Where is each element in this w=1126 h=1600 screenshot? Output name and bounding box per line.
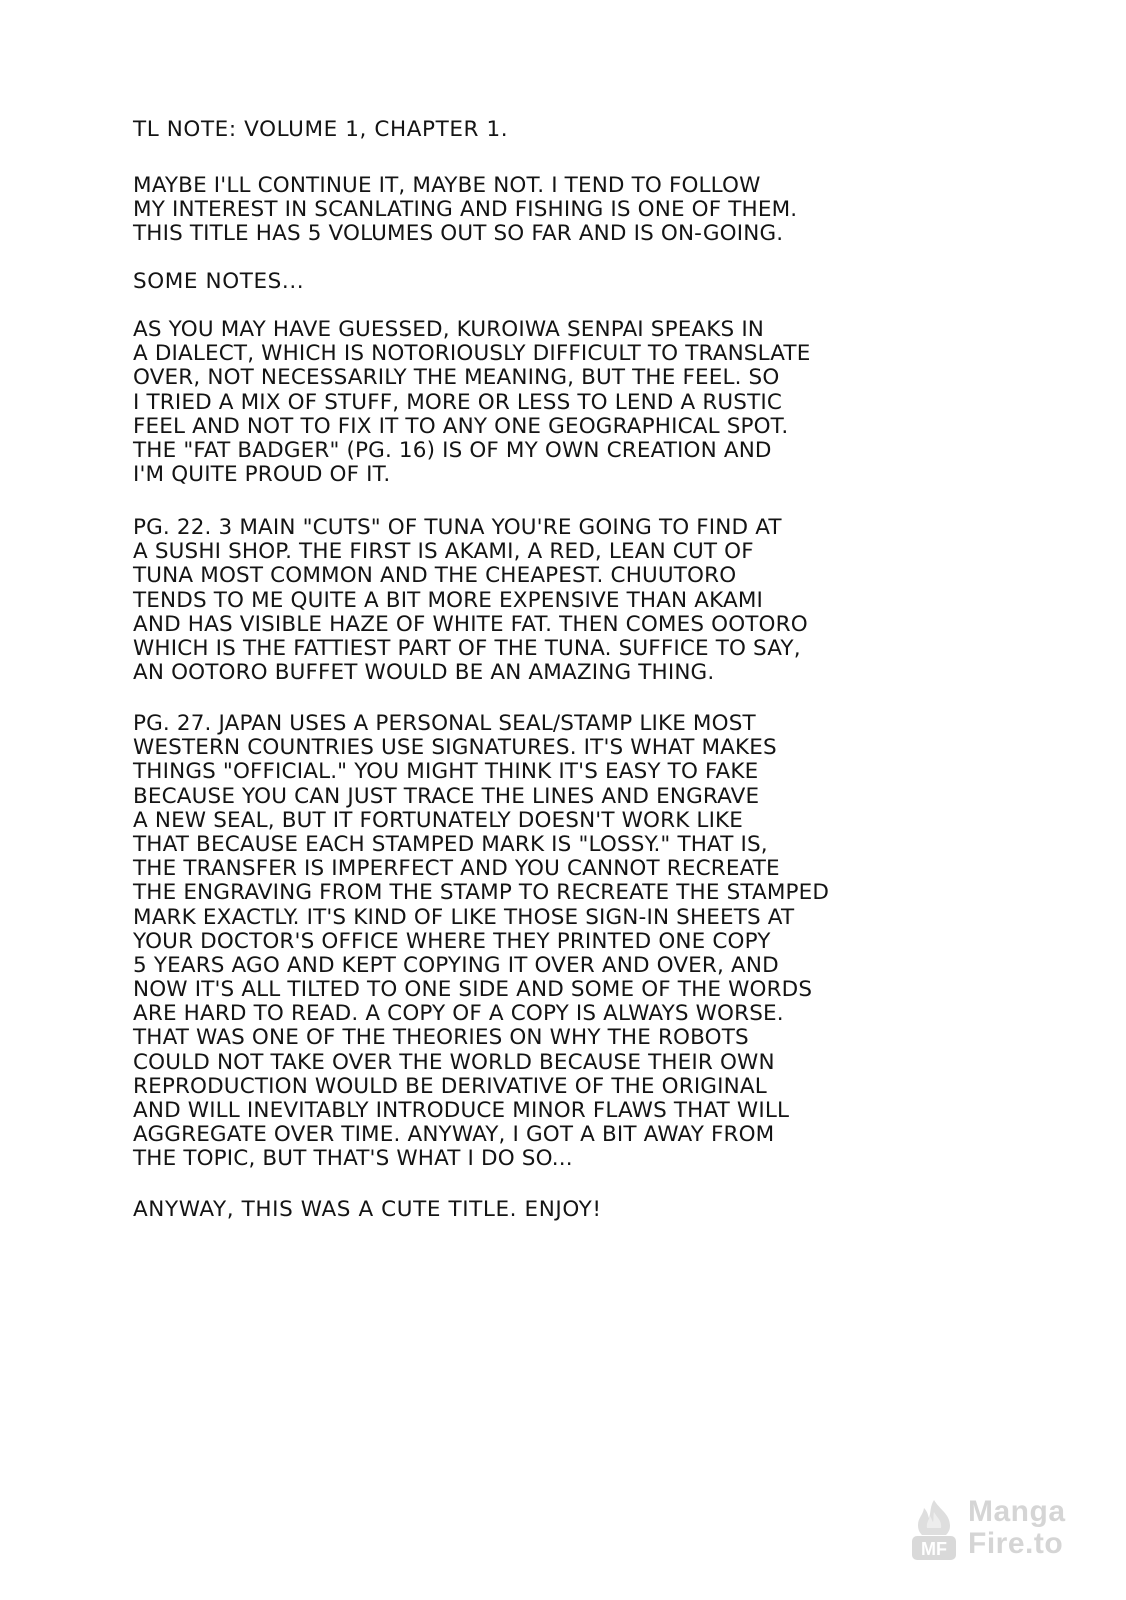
- text-line: MARK EXACTLY. IT'S KIND OF LIKE THOSE SIGN-IN SHEETS AT: [133, 904, 795, 930]
- text-line: WESTERN COUNTRIES USE SIGNATURES. IT'S WHAT MAKES: [133, 735, 777, 761]
- mangafire-watermark: [906, 1496, 1096, 1566]
- intro-paragraph: [133, 174, 797, 247]
- text-line: AGGREGATE OVER TIME. ANYWAY, I GOT A BIT AWAY FROM: [133, 1122, 775, 1148]
- text-line: TUNA MOST COMMON AND THE CHEAPEST. CHUUTORO: [133, 563, 737, 589]
- seal-paragraph: [133, 712, 829, 1172]
- text-line: THAT BECAUSE EACH STAMPED MARK IS "LOSSY." THAT IS,: [133, 831, 768, 857]
- text-line: 5 YEARS AGO AND KEPT COPYING IT OVER AND OVER, AND: [133, 952, 779, 978]
- text-line: THE TOPIC, BUT THAT'S WHAT I DO SO...: [133, 1146, 573, 1172]
- text-line: OVER, NOT NECESSARILY THE MEANING, BUT THE FEEL. SO: [133, 365, 780, 391]
- tuna-paragraph: [133, 516, 808, 685]
- text-line: COULD NOT TAKE OVER THE WORLD BECAUSE THEIR OWN: [133, 1049, 775, 1075]
- text-line: YOUR DOCTOR'S OFFICE WHERE THEY PRINTED ONE COPY: [133, 928, 771, 954]
- text-line: A NEW SEAL, BUT IT FORTUNATELY DOESN'T WORK LIKE: [133, 807, 744, 833]
- text-line: SOME NOTES...: [133, 269, 305, 294]
- closing-line: [133, 1198, 602, 1222]
- text-line: THAT WAS ONE OF THE THEORIES ON WHY THE ROBOTS: [133, 1025, 749, 1051]
- text-line: I'M QUITE PROUD OF IT.: [133, 462, 391, 488]
- text-line: A DIALECT, WHICH IS NOTORIOUSLY DIFFICULT TO TRANSLATE: [133, 341, 811, 367]
- text-line: I TRIED A MIX OF STUFF, MORE OR LESS TO LEND A RUSTIC: [133, 389, 783, 415]
- text-line: REPRODUCTION WOULD BE DERIVATIVE OF THE ORIGINAL: [133, 1073, 767, 1099]
- flame-icon: [906, 1498, 962, 1562]
- text-line: AND HAS VISIBLE HAZE OF WHITE FAT. THEN COMES OOTORO: [133, 611, 808, 637]
- dialect-paragraph: [133, 318, 810, 487]
- logo-letters: MF: [921, 1539, 947, 1559]
- some-notes-heading: [133, 270, 304, 294]
- text-line: MAYBE I'LL CONTINUE IT, MAYBE NOT. I TEND TO FOLLOW: [133, 173, 761, 198]
- text-line: NOW IT'S ALL TILTED TO ONE SIDE AND SOME OF THE WORDS: [133, 977, 813, 1003]
- text-line: ARE HARD TO READ. A COPY OF A COPY IS ALWAYS WORSE.: [133, 1001, 784, 1027]
- text-line: THE ENGRAVING FROM THE STAMP TO RECREATE THE STAMPED: [133, 880, 830, 906]
- tl-note-line: TL NOTE: VOLUME 1, CHAPTER 1.: [133, 117, 509, 142]
- text-line: WHICH IS THE FATTIEST PART OF THE TUNA. SUFFICE TO SAY,: [133, 635, 801, 661]
- text-line: THE "FAT BADGER" (PG. 16) IS OF MY OWN CREATION AND: [133, 437, 772, 463]
- text-line: MY INTEREST IN SCANLATING AND FISHING IS ONE OF THEM.: [133, 197, 798, 223]
- text-line: A SUSHI SHOP. THE FIRST IS AKAMI, A RED, LEAN CUT OF: [133, 539, 754, 565]
- text-line: AS YOU MAY HAVE GUESSED, KUROIWA SENPAI SPEAKS IN: [133, 317, 765, 342]
- text-line: AND WILL INEVITABLY INTRODUCE MINOR FLAWS THAT WILL: [133, 1098, 790, 1123]
- text-line: AN OOTORO BUFFET WOULD BE AN AMAZING THING.: [133, 660, 715, 686]
- watermark-text: [968, 1496, 1066, 1560]
- text-line: PG. 27. JAPAN USES A PERSONAL SEAL/STAMP LIKE MOST: [133, 711, 756, 736]
- text-line: THE TRANSFER IS IMPERFECT AND YOU CANNOT RECREATE: [133, 856, 780, 882]
- text-line: FEEL AND NOT TO FIX IT TO ANY ONE GEOGRAPHICAL SPOT.: [133, 413, 789, 439]
- tl-note-heading: [133, 118, 508, 142]
- text-line: THIS TITLE HAS 5 VOLUMES OUT SO FAR AND IS ON-GOING.: [133, 221, 784, 247]
- text-line: PG. 22. 3 MAIN "CUTS" OF TUNA YOU'RE GOING TO FIND AT: [133, 515, 782, 540]
- text-line: TENDS TO ME QUITE A BIT MORE EXPENSIVE THAN AKAMI: [133, 587, 764, 613]
- watermark-line-2: Fire.to: [968, 1527, 1064, 1560]
- text-line: ANYWAY, THIS WAS A CUTE TITLE. ENJOY!: [133, 1197, 602, 1222]
- watermark-line-1: Manga: [968, 1495, 1066, 1528]
- text-line: THINGS "OFFICIAL." YOU MIGHT THINK IT'S EASY TO FAKE: [133, 759, 759, 785]
- text-line: BECAUSE YOU CAN JUST TRACE THE LINES AND ENGRAVE: [133, 783, 760, 809]
